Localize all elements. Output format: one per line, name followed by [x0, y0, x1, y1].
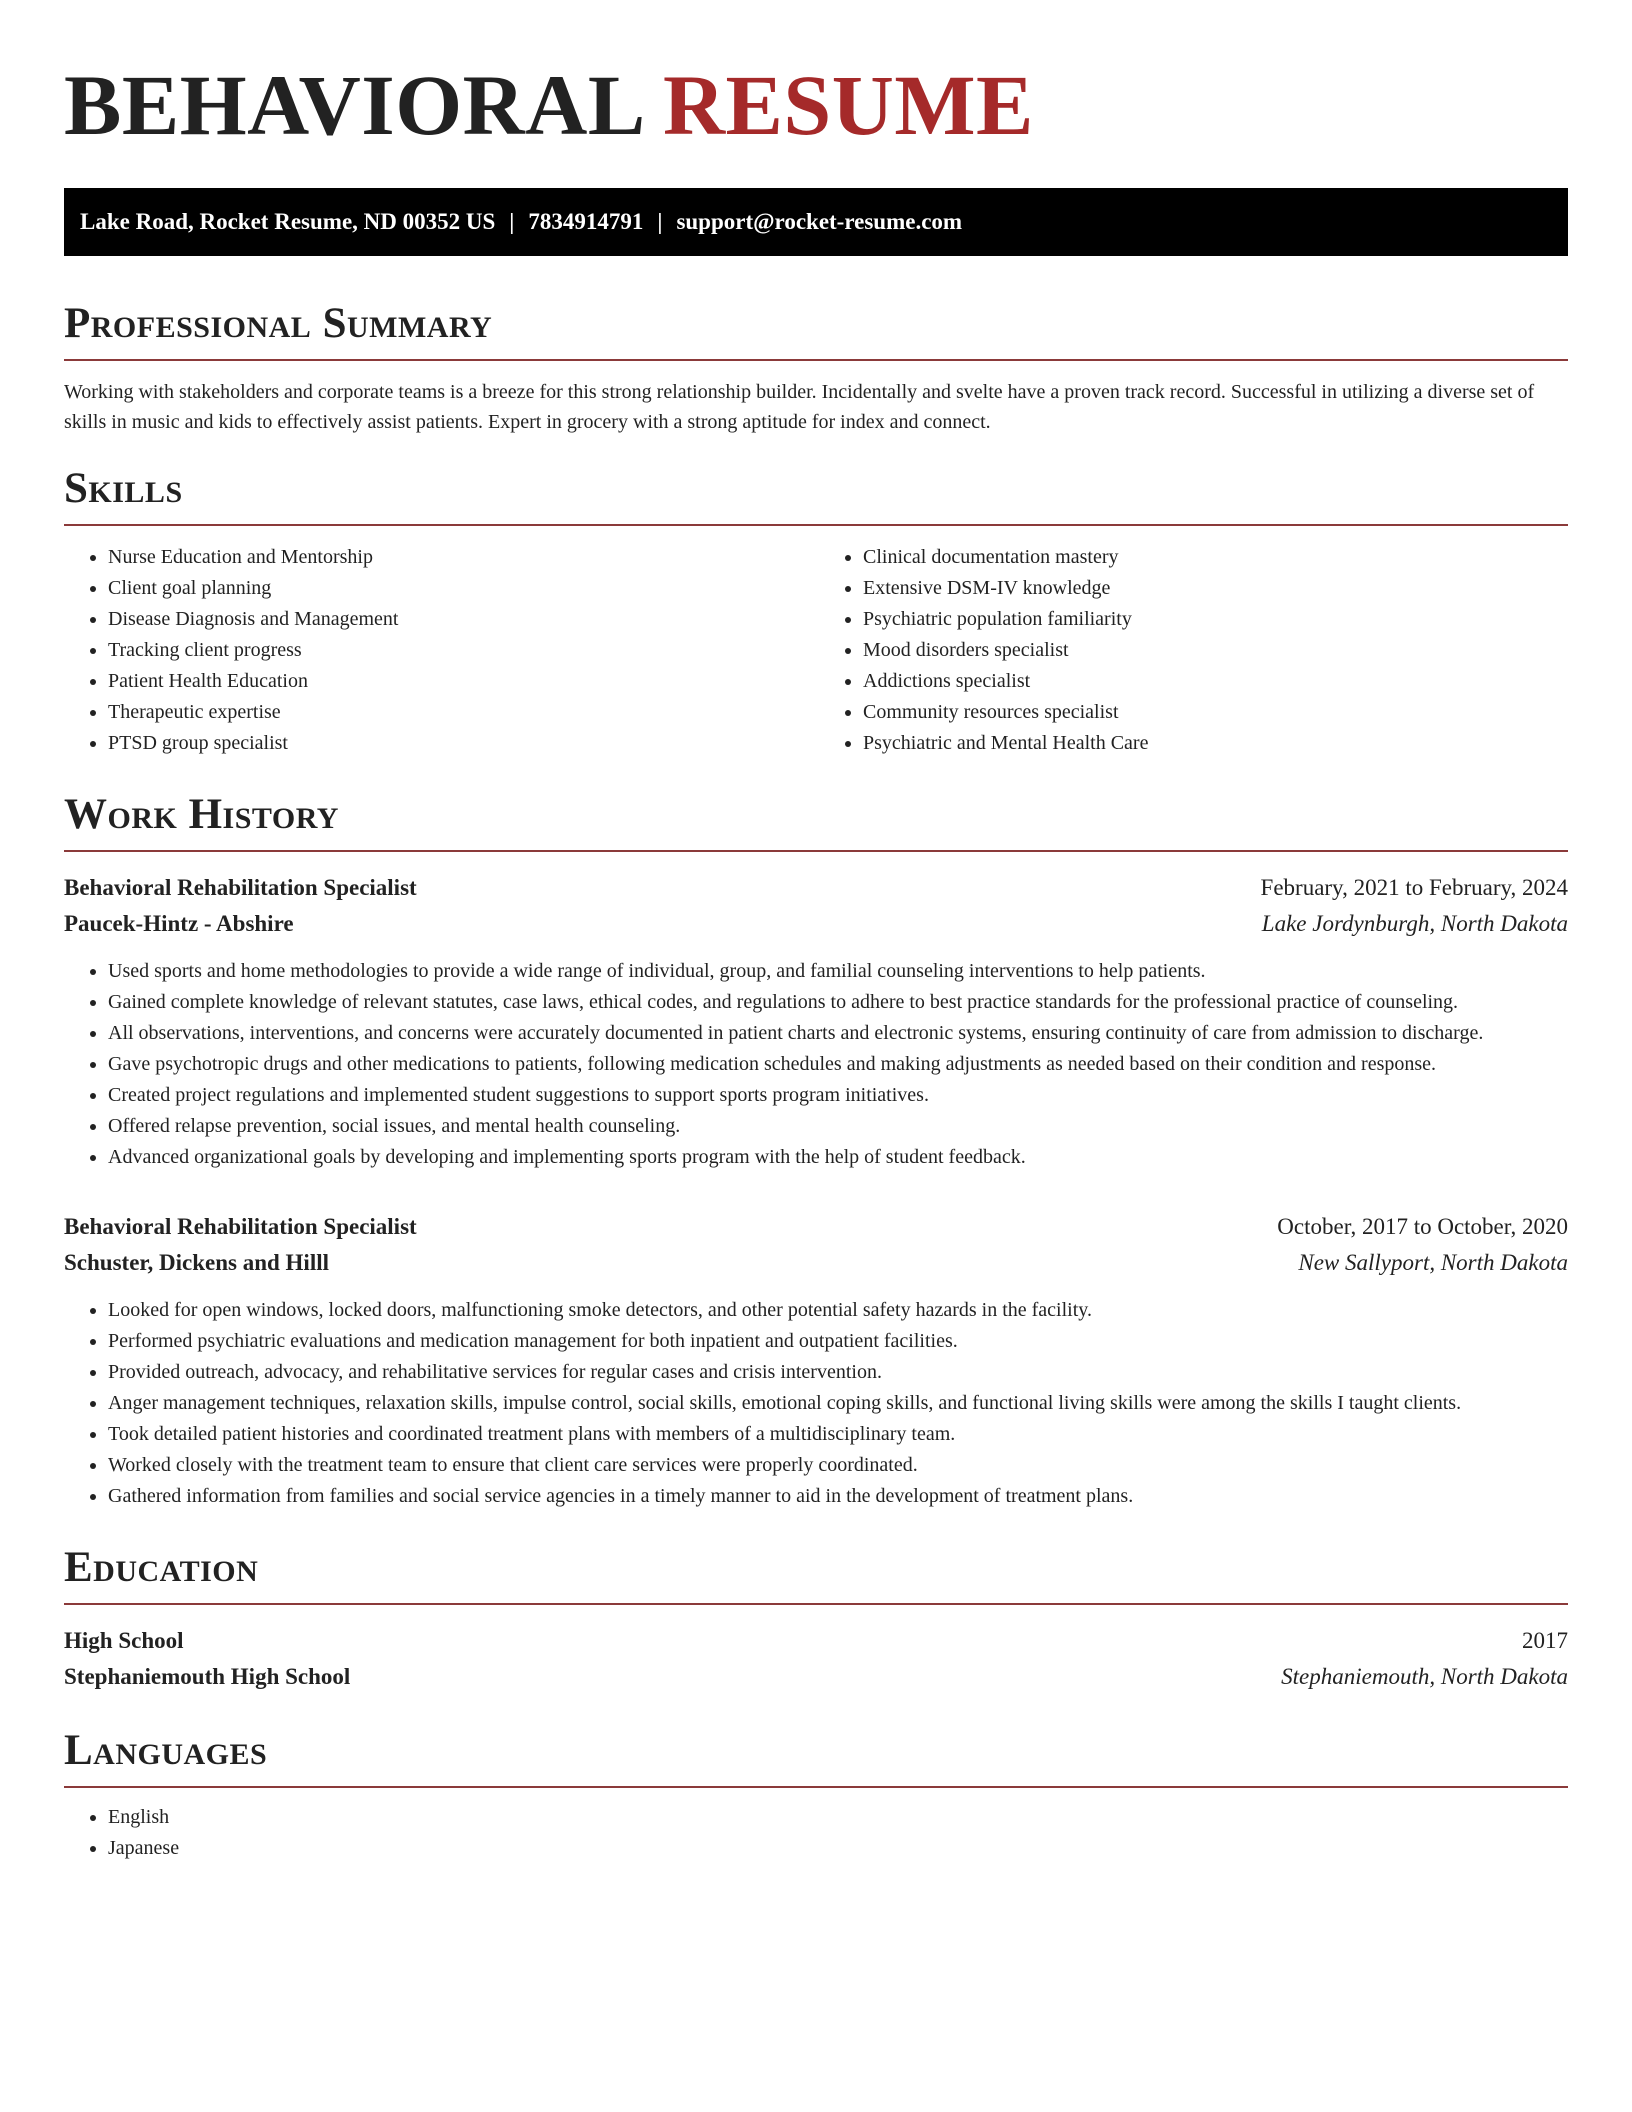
skill-item: • Psychiatric population familiarity [863, 604, 1568, 635]
job-bullet: • Provided outreach, advocacy, and rehabilitative services for regular cases and crisis intervention. [108, 1357, 1568, 1388]
education-degree-row [64, 1623, 1568, 1659]
job-bullet: • Created project regulations and implemented student suggestions to support sports program initiatives. [108, 1080, 1568, 1111]
contact-separator: | [657, 209, 663, 234]
job-title: Behavioral Rehabilitation Specialist [64, 1214, 417, 1239]
languages-section [64, 1729, 1568, 1864]
skill-item: • Nurse Education and Mentorship [108, 542, 816, 573]
job-bullet: • Took detailed patient histories and coordinated treatment plans with members of a multidisciplinary team. [108, 1419, 1568, 1450]
skills-list-right [816, 542, 1568, 759]
contact-address: Lake Road, Rocket Resume, ND 00352 US [80, 209, 496, 234]
education-degree: High School [64, 1628, 184, 1653]
skill-item: • Clinical documentation mastery [863, 542, 1568, 573]
job-entry [64, 1209, 1568, 1512]
contact-separator: | [509, 209, 515, 234]
skills-heading: Skills [64, 467, 1568, 526]
languages-list [64, 1802, 1568, 1864]
job-bullets [64, 956, 1568, 1173]
languages-heading: Languages [64, 1729, 1568, 1788]
skill-item: • Disease Diagnosis and Management [108, 604, 816, 635]
job-title: Behavioral Rehabilitation Specialist [64, 875, 417, 900]
job-dates: February, 2021 to February, 2024 [1260, 875, 1568, 900]
job-bullet: • Looked for open windows, locked doors, malfunctioning smoke detectors, and other potential safety hazards in the facility. [108, 1295, 1568, 1326]
job-bullet: • Anger management techniques, relaxation skills, impulse control, social skills, emotional coping skills, and functional living skills were among the skills I taught clients. [108, 1388, 1568, 1419]
skills-list-left [64, 542, 816, 759]
skill-item: • Therapeutic expertise [108, 697, 816, 728]
skill-item: • PTSD group specialist [108, 728, 816, 759]
job-title-row [64, 870, 1568, 906]
job-bullet: • All observations, interventions, and concerns were accurately documented in patient charts and electronic systems, ensuring continuity of care from admission to discharge. [108, 1018, 1568, 1049]
resume-title [64, 57, 1568, 153]
job-bullets [64, 1295, 1568, 1512]
job-bullet: • Gained complete knowledge of relevant statutes, case laws, ethical codes, and regulations to adhere to best practice standards for the professional practice of counseling. [108, 987, 1568, 1018]
language-item: • Japanese [108, 1833, 1568, 1864]
skill-item: • Extensive DSM-IV knowledge [863, 573, 1568, 604]
skills-section [64, 467, 1568, 759]
job-bullet: • Offered relapse prevention, social issues, and mental health counseling. [108, 1111, 1568, 1142]
job-bullet: • Used sports and home methodologies to provide a wide range of individual, group, and familial counseling interventions to help patients. [108, 956, 1568, 987]
job-dates: October, 2017 to October, 2020 [1277, 1214, 1568, 1239]
job-bullet: • Gave psychotropic drugs and other medications to patients, following medication schedules and making adjustments as needed based on their condition and response. [108, 1049, 1568, 1080]
contact-phone: 7834914791 [528, 209, 644, 234]
education-school: Stephaniemouth High School [64, 1664, 351, 1689]
summary-text: Working with stakeholders and corporate teams is a breeze for this strong relationship builder. Incidentally and svelte have a proven track record. Successful in utilizing a diverse set of skills in music and kids to effectively assist patients. Expert in grocery with a strong aptitude for index and connect. [64, 381, 1535, 433]
skill-item: • Community resources specialist [863, 697, 1568, 728]
skill-item: • Tracking client progress [108, 635, 816, 666]
job-company: Schuster, Dickens and Hilll [64, 1250, 329, 1275]
title-accent: RESUME [662, 57, 1034, 153]
education-school-row [64, 1659, 1568, 1695]
work-section [64, 793, 1568, 1512]
job-location: New Sallyport, North Dakota [1298, 1250, 1568, 1275]
contact-bar [64, 188, 1568, 256]
job-bullet: • Advanced organizational goals by developing and implementing sports program with the help of student feedback. [108, 1142, 1568, 1173]
job-company-row [64, 1245, 1568, 1281]
job-title-row [64, 1209, 1568, 1245]
education-section [64, 1546, 1568, 1695]
skill-item: • Psychiatric and Mental Health Care [863, 728, 1568, 759]
skill-item: • Mood disorders specialist [863, 635, 1568, 666]
education-heading: Education [64, 1546, 1568, 1605]
skills-grid [64, 542, 1568, 759]
title-main: BEHAVIORAL [64, 57, 641, 153]
job-company: Paucek-Hintz - Abshire [64, 911, 294, 936]
skill-item: • Addictions specialist [863, 666, 1568, 697]
education-entry [64, 1623, 1568, 1695]
skill-item: • Client goal planning [108, 573, 816, 604]
job-bullet: • Worked closely with the treatment team to ensure that client care services were properly coordinated. [108, 1450, 1568, 1481]
education-location: Stephaniemouth, North Dakota [1281, 1664, 1568, 1689]
language-item: • English [108, 1802, 1568, 1833]
skill-item: • Patient Health Education [108, 666, 816, 697]
work-heading: Work History [64, 793, 1568, 852]
education-year: 2017 [1522, 1628, 1568, 1653]
summary-section [64, 302, 1568, 437]
job-company-row [64, 906, 1568, 942]
job-location: Lake Jordynburgh, North Dakota [1261, 911, 1568, 936]
contact-email: support@rocket-resume.com [676, 209, 963, 234]
summary-heading: Professional Summary [64, 302, 1568, 361]
job-bullet: • Gathered information from families and social service agencies in a timely manner to aid in the development of treatment plans. [108, 1481, 1568, 1512]
job-entry [64, 870, 1568, 1173]
job-bullet: • Performed psychiatric evaluations and medication management for both inpatient and outpatient facilities. [108, 1326, 1568, 1357]
